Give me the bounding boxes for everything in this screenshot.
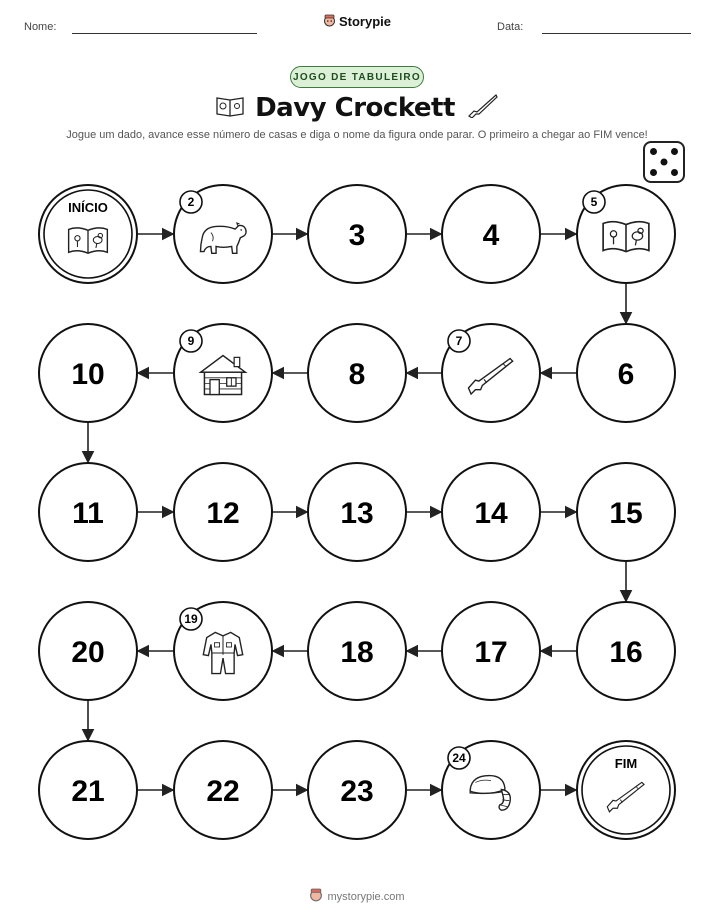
brand-name: Storypie (338, 14, 391, 29)
board-space-22[interactable] (174, 741, 272, 839)
space-number: 3 (348, 219, 366, 252)
svg-text:7: 7 (455, 334, 463, 349)
svg-text:9: 9 (187, 334, 195, 349)
board-space-11[interactable] (39, 463, 137, 561)
board-space-8[interactable] (308, 324, 406, 422)
footer-url[interactable]: mystorypie.com (327, 890, 405, 903)
space-number: 22 (206, 775, 240, 808)
footer (0, 888, 714, 906)
board-space-25[interactable] (577, 741, 675, 839)
board-space-2[interactable] (174, 185, 272, 283)
svg-text:24: 24 (452, 751, 466, 766)
space-number-badge (180, 330, 202, 352)
svg-text:19: 19 (184, 612, 198, 627)
board-space-19[interactable] (174, 602, 272, 700)
space-number: 6 (617, 358, 635, 391)
board-space-10[interactable] (39, 324, 137, 422)
space-number: 11 (72, 497, 104, 530)
board-space-24[interactable] (442, 741, 540, 839)
svg-text:2: 2 (187, 195, 195, 210)
board-space-14[interactable] (442, 463, 540, 561)
space-number: 20 (71, 636, 105, 669)
svg-text:5: 5 (590, 195, 598, 210)
board-space-17[interactable] (442, 602, 540, 700)
board-space-4[interactable] (442, 185, 540, 283)
space-number-badge (448, 747, 470, 769)
board-space-1[interactable] (39, 185, 137, 283)
board-space-23[interactable] (308, 741, 406, 839)
title-text: Davy Crockett (255, 93, 455, 123)
board-space-12[interactable] (174, 463, 272, 561)
space-number-badge (448, 330, 470, 352)
board-space-3[interactable] (308, 185, 406, 283)
space-number: 21 (71, 775, 105, 808)
storybook-icon (603, 222, 649, 252)
instructions: Jogue um dado, avance esse número de casas e diga o nome da figura onde parar. O primeiro a chegar ao FIM vence! (66, 129, 648, 141)
space-number: 10 (71, 358, 105, 391)
board-space-6[interactable] (577, 324, 675, 422)
space-number: 8 (348, 358, 366, 391)
space-number: 12 (206, 497, 240, 530)
space-number: 18 (340, 636, 374, 669)
board-space-9[interactable] (174, 324, 272, 422)
space-number: 15 (609, 497, 643, 530)
board-space-7[interactable] (442, 324, 540, 422)
board-space-16[interactable] (577, 602, 675, 700)
board-space-20[interactable] (39, 602, 137, 700)
board-space-18[interactable] (308, 602, 406, 700)
space-number: 14 (474, 497, 508, 530)
game-type-badge: JOGO DE TABULEIRO (290, 66, 424, 88)
board-spaces (39, 185, 675, 839)
space-number: 23 (340, 775, 374, 808)
date-label: Data: (497, 21, 524, 33)
end-label: FIM (614, 756, 638, 771)
space-number: 16 (609, 636, 643, 669)
board-space-15[interactable] (577, 463, 675, 561)
space-number: 17 (474, 636, 508, 669)
storybook-icon (69, 228, 108, 253)
space-number: 13 (340, 497, 374, 530)
board-space-13[interactable] (308, 463, 406, 561)
name-label: Nome: (24, 21, 57, 33)
board-space-21[interactable] (39, 741, 137, 839)
space-number-badge (180, 191, 202, 213)
space-number: 4 (482, 219, 500, 252)
dice-five-icon (644, 142, 684, 182)
start-label: INÍCIO (68, 200, 108, 215)
space-number-badge (583, 191, 605, 213)
space-number-badge (180, 608, 202, 630)
footer-mascot-icon (309, 888, 323, 906)
board-space-5[interactable] (577, 185, 675, 283)
